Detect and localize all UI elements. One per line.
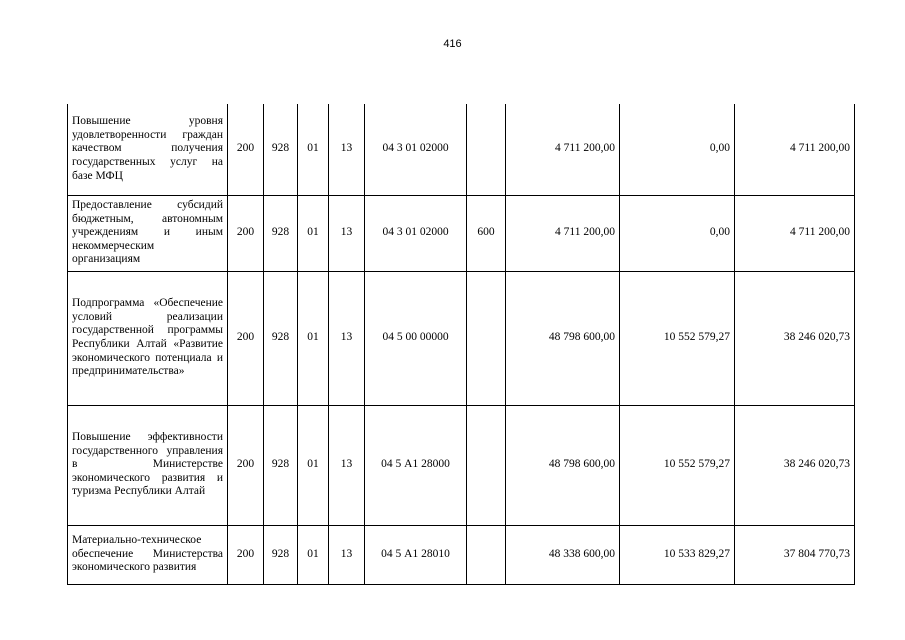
cell-code3: 01: [298, 195, 329, 271]
row-name: Повышение эффективности государственного управления в Министерстве экономического развития и туризма Республики Алтай: [68, 405, 228, 525]
cell-amount1: 48 338 600,00: [506, 525, 620, 584]
cell-code3: 01: [298, 525, 329, 584]
cell-code4: 13: [329, 271, 365, 405]
cell-code4: 13: [329, 525, 365, 584]
table-row: [68, 195, 855, 271]
table-row: [68, 525, 855, 584]
cell-amount1: 48 798 600,00: [506, 271, 620, 405]
cell-code1: 200: [228, 405, 264, 525]
row-name: Предоставление субсидий бюджетным, автономным учреждениям и иным некоммерческим организациям: [68, 195, 228, 271]
cell-amount2: 10 552 579,27: [620, 271, 735, 405]
cell-code2: 928: [264, 104, 298, 195]
cell-code2: 928: [264, 271, 298, 405]
cell-code2: 928: [264, 525, 298, 584]
cell-vr: [467, 104, 506, 195]
row-name: Материально-техническое обеспечение Министерства экономического развития: [68, 525, 228, 584]
cell-code1: 200: [228, 195, 264, 271]
cell-amount1: 4 711 200,00: [506, 195, 620, 271]
cell-amount2: 0,00: [620, 195, 735, 271]
cell-code3: 01: [298, 405, 329, 525]
cell-csr: 04 3 01 02000: [365, 104, 467, 195]
cell-amount2: 10 533 829,27: [620, 525, 735, 584]
cell-vr: [467, 525, 506, 584]
cell-code3: 01: [298, 271, 329, 405]
cell-code4: 13: [329, 104, 365, 195]
cell-amount1: 48 798 600,00: [506, 405, 620, 525]
cell-vr: 600: [467, 195, 506, 271]
cell-vr: [467, 405, 506, 525]
cell-csr: 04 3 01 02000: [365, 195, 467, 271]
cell-vr: [467, 271, 506, 405]
cell-code2: 928: [264, 405, 298, 525]
cell-amount2: 10 552 579,27: [620, 405, 735, 525]
cell-amount1: 4 711 200,00: [506, 104, 620, 195]
cell-code1: 200: [228, 271, 264, 405]
cell-code1: 200: [228, 525, 264, 584]
table-row: [68, 405, 855, 525]
cell-code3: 01: [298, 104, 329, 195]
cell-amount3: 38 246 020,73: [735, 271, 855, 405]
row-name: Повышение уровня удовлетворенности граждан качеством получения государственных услуг на базе МФЦ: [68, 104, 228, 195]
cell-amount3: 4 711 200,00: [735, 195, 855, 271]
page-number: 416: [443, 38, 462, 50]
cell-amount3: 37 804 770,73: [735, 525, 855, 584]
cell-code4: 13: [329, 195, 365, 271]
cell-csr: 04 5 00 00000: [365, 271, 467, 405]
cell-code1: 200: [228, 104, 264, 195]
cell-code4: 13: [329, 405, 365, 525]
cell-amount3: 4 711 200,00: [735, 104, 855, 195]
table-row: [68, 271, 855, 405]
row-name: Подпрограмма «Обеспечение условий реализации государственной программы Республики Алтай «Развитие экономического потенциала и предпринимательства»: [68, 271, 228, 405]
table-row: [68, 104, 855, 195]
cell-amount2: 0,00: [620, 104, 735, 195]
budget-table: [67, 104, 855, 585]
cell-csr: 04 5 А1 28000: [365, 405, 467, 525]
cell-code2: 928: [264, 195, 298, 271]
cell-amount3: 38 246 020,73: [735, 405, 855, 525]
cell-csr: 04 5 А1 28010: [365, 525, 467, 584]
